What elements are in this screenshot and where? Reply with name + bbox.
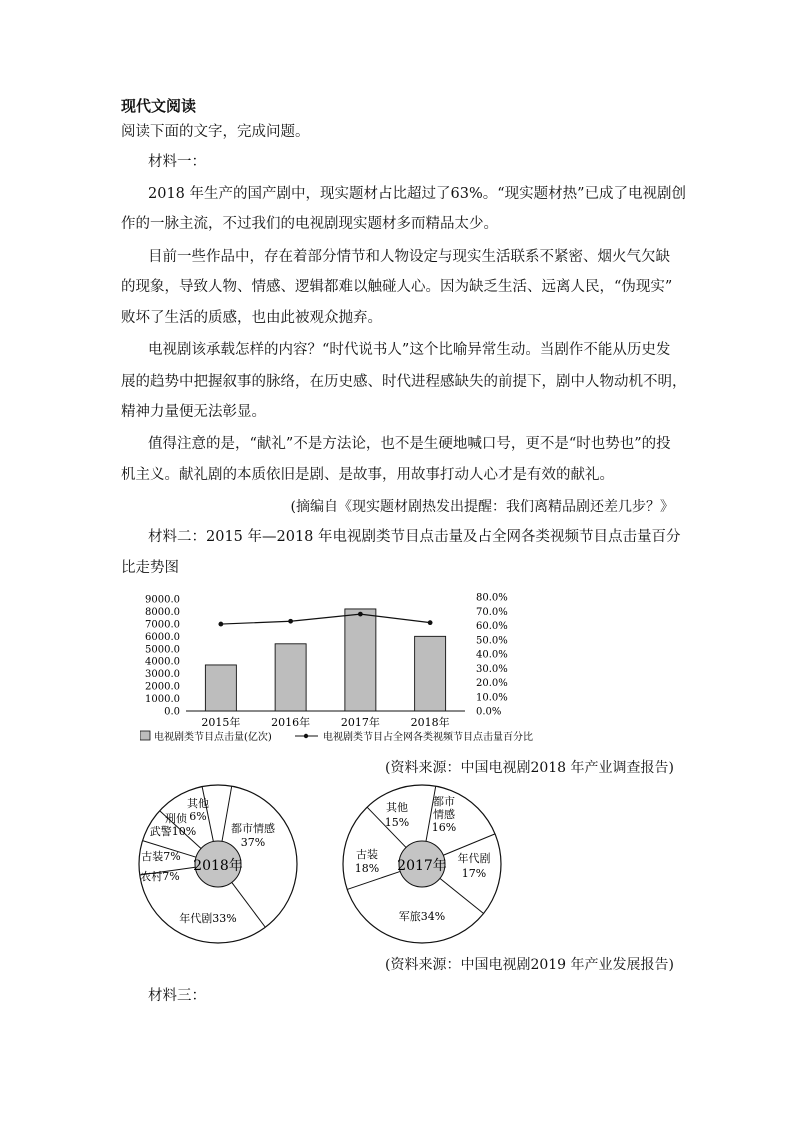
line-point-2016年 bbox=[288, 619, 293, 624]
x-tick-label: 2017年 bbox=[340, 716, 380, 729]
line-point-2018年 bbox=[428, 620, 433, 625]
instruction: 阅读下面的文字，完成问题。 bbox=[121, 124, 310, 140]
pie-chart-2018 bbox=[136, 782, 300, 946]
material2-label: 材料二：2015 年—2018 年电视剧类节目点击量及占全网各类视频节目点击量百分 bbox=[148, 529, 681, 545]
pie-chart-2017 bbox=[340, 782, 504, 946]
paragraph-line: 精神力量便无法彰显。 bbox=[121, 404, 266, 420]
pie-center-label: 2018年 bbox=[193, 858, 243, 874]
y-right-tick-label: 0.0% bbox=[476, 706, 502, 718]
source-note-2: (资料来源：中国电视剧2019 年产业发展报告) bbox=[384, 957, 674, 973]
percentage-series-line bbox=[221, 614, 430, 624]
slice-label-other-pct: 6% bbox=[189, 810, 207, 823]
legend-line-marker bbox=[304, 734, 308, 738]
slice-label-crime-pct: 武警10% bbox=[149, 825, 197, 838]
bar-2017年 bbox=[345, 609, 376, 711]
slice-label-urban-pct: 16% bbox=[431, 821, 457, 834]
material3-label: 材料三： bbox=[148, 988, 206, 1004]
y-right-tick-label: 60.0% bbox=[476, 621, 508, 632]
slice-label-costume-pct: 18% bbox=[354, 862, 380, 875]
slice-label-other: 其他 bbox=[187, 797, 209, 810]
y-left-tick-label: 0.0 bbox=[164, 706, 180, 718]
y-left-tick-label: 6000.0 bbox=[145, 631, 180, 643]
legend-bar-label: 电视剧类节目点击量(亿次) bbox=[154, 732, 272, 743]
y-left-tick-label: 1000.0 bbox=[145, 694, 180, 706]
paragraph-line: 电视剧该承载怎样的内容？“时代说书人”这个比喻异常生动。当剧作不能从历史发 bbox=[148, 342, 671, 358]
slice-label-other-pct: 15% bbox=[384, 816, 410, 829]
line-point-2015年 bbox=[218, 622, 223, 627]
y-right-tick-label: 40.0% bbox=[476, 649, 508, 661]
slice-label-era: 年代剧33% bbox=[179, 912, 237, 925]
citation: (摘编自《现实题材剧热发出提醒：我们离精品剧还差几步？》 bbox=[290, 499, 674, 515]
y-left-tick-label: 9000.0 bbox=[145, 594, 180, 606]
combo-chart bbox=[140, 585, 560, 750]
paragraph-line: 机主义。献礼剧的本质依旧是剧、是故事，用故事打动人心才是有效的献礼。 bbox=[121, 467, 614, 483]
bar-2016年 bbox=[275, 644, 306, 711]
legend-bar-swatch bbox=[140, 731, 150, 740]
slice-label-urban-pct: 37% bbox=[240, 836, 266, 849]
y-left-tick-label: 3000.0 bbox=[145, 669, 180, 681]
x-tick-label: 2015年 bbox=[201, 716, 241, 729]
slice-label-era-pct: 17% bbox=[461, 867, 487, 880]
line-point-2017年 bbox=[358, 612, 363, 617]
paragraph-line: 的现象，导致人物、情感、逻辑都难以触碰人心。因为缺乏生活、远离人民，“伪现实” bbox=[121, 279, 673, 295]
y-right-tick-label: 10.0% bbox=[476, 692, 508, 704]
y-left-tick-label: 8000.0 bbox=[145, 606, 180, 618]
material1-label: 材料一： bbox=[148, 154, 206, 170]
pie-center-label: 2017年 bbox=[397, 858, 447, 874]
paragraph-line: 目前一些作品中，存在着部分情节和人物设定与现实生活联系不紧密、烟火气欠缺 bbox=[148, 249, 670, 265]
y-right-tick-label: 80.0% bbox=[476, 592, 508, 604]
y-left-tick-label: 2000.0 bbox=[145, 681, 180, 693]
slice-label-era: 年代剧 bbox=[457, 852, 491, 865]
y-left-tick-label: 5000.0 bbox=[145, 644, 180, 656]
paragraph-line: 值得注意的是，“献礼”不是方法论，也不是生硬地喊口号，更不是“时也势也”的投 bbox=[148, 436, 671, 452]
legend-line-label: 电视剧类节目占全网各类视频节目点击量百分比 bbox=[323, 732, 533, 743]
paragraph-line: 2018 年生产的国产剧中，现实题材占比超过了63%。“现实题材热”已成了电视剧创 bbox=[148, 186, 687, 202]
slice-label-crime: 刑侦 bbox=[165, 812, 187, 825]
paragraph-line: 作的一脉主流，不过我们的电视剧现实题材多而精品太少。 bbox=[121, 216, 498, 232]
slice-label-costume: 古装7% bbox=[141, 850, 181, 863]
y-right-tick-label: 50.0% bbox=[476, 635, 508, 647]
y-right-tick-label: 20.0% bbox=[476, 678, 508, 689]
section-heading: 现代文阅读 bbox=[121, 97, 197, 115]
slice-label-urban: 都市情感 bbox=[231, 822, 275, 835]
bar-2015年 bbox=[205, 665, 236, 711]
slice-label-military: 军旅34% bbox=[398, 910, 446, 923]
slice-label-urban-2: 情感 bbox=[433, 808, 455, 821]
y-right-tick-label: 70.0% bbox=[476, 606, 508, 618]
slice-label-other: 其他 bbox=[386, 801, 408, 814]
bar-2018年 bbox=[415, 636, 446, 711]
x-tick-label: 2018年 bbox=[410, 716, 450, 729]
y-right-tick-label: 30.0% bbox=[476, 663, 508, 675]
y-left-tick-label: 4000.0 bbox=[145, 656, 180, 668]
paragraph-line: 展的趋势中把握叙事的脉络，在历史感、时代进程感缺失的前提下，剧中人物动机不明， bbox=[121, 374, 687, 390]
paragraph-line: 败坏了生活的质感，也由此被观众抛弃。 bbox=[121, 310, 382, 326]
slice-label-rural: 农村7% bbox=[140, 870, 180, 883]
material2-label-cont: 比走势图 bbox=[121, 560, 179, 576]
slice-label-costume: 古装 bbox=[356, 848, 378, 861]
source-note-1: (资料来源：中国电视剧2018 年产业调查报告) bbox=[384, 760, 674, 776]
y-left-tick-label: 7000.0 bbox=[145, 619, 180, 631]
x-tick-label: 2016年 bbox=[271, 716, 311, 729]
slice-label-urban: 都市 bbox=[433, 795, 455, 808]
